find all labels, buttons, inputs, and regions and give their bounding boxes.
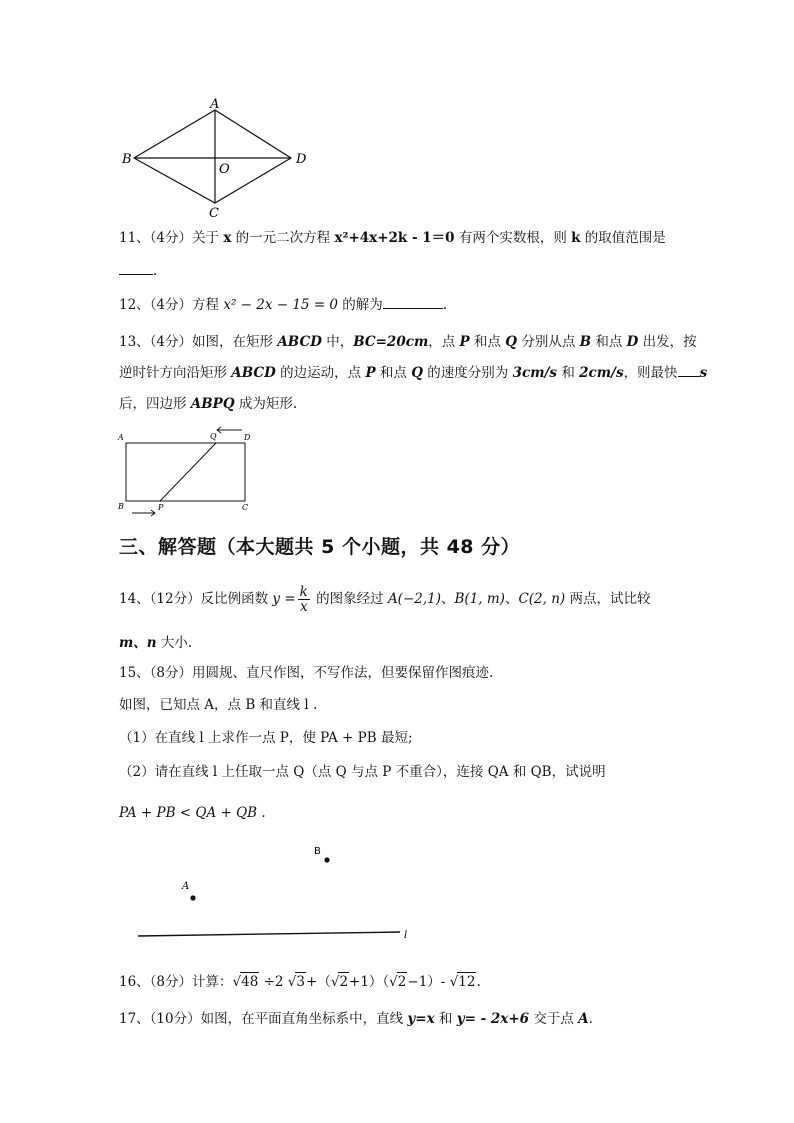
- q17-text-b: 和: [434, 1011, 457, 1027]
- q14-line2: [119, 634, 192, 652]
- rect-p-label: P: [158, 503, 164, 512]
- q15-line2: 如图，已知点 A，点 B 和直线 l .: [119, 697, 318, 713]
- q14-text-d: 大小.: [156, 635, 193, 651]
- q13-abcd: ABCD: [277, 334, 322, 350]
- q16-expression: √48 ÷2 √3+（√2+1）（√2−1）- √12: [232, 974, 476, 990]
- q13-abcd-2: ABCD: [231, 365, 276, 381]
- q11-line2: [119, 262, 157, 280]
- q13-l1-d: 和点: [469, 334, 506, 350]
- q11-number: 11、: [119, 230, 150, 246]
- q12-score: （4分）: [149, 297, 193, 313]
- q13-l2-d: 的速度分别为: [423, 365, 513, 381]
- q14-sep2: 、: [504, 591, 519, 607]
- vertex-c-label: C: [209, 206, 219, 220]
- q13-abpq: ABPQ: [190, 396, 235, 412]
- q14-score: （12分）: [149, 591, 201, 607]
- q13-p: P: [459, 334, 470, 350]
- q11-score: （4分）: [149, 230, 193, 246]
- rect-a-label: A: [118, 433, 124, 442]
- q17-number: 17、: [119, 1011, 150, 1027]
- q15-line1: [119, 664, 493, 682]
- q14-y: y =: [272, 591, 296, 607]
- q17-text-a: 如图，在平面直角坐标系中，直线: [200, 1011, 408, 1027]
- q13-l2-a: 逆时针方向沿矩形: [119, 365, 232, 381]
- q13-l3-a: 后，四边形: [119, 396, 191, 412]
- q13-speed-q: 2cm/s: [579, 365, 624, 381]
- q14-frac-den: x: [299, 599, 308, 615]
- q12-text-a: 方程: [192, 297, 224, 313]
- q14-frac-num: k: [299, 584, 308, 600]
- center-o-label: O: [219, 162, 230, 177]
- q17-line-2: y= - 2x+6: [456, 1011, 530, 1027]
- q12-end: .: [442, 297, 448, 313]
- rhombus-figure: [118, 95, 318, 220]
- q11-var-k: k: [571, 230, 581, 246]
- point-a-label: A: [182, 881, 190, 892]
- q14-point-b: B(1, m): [454, 591, 505, 607]
- line-l: [138, 932, 400, 936]
- q15-score: （8分）: [149, 665, 193, 681]
- q12-text-b: 的解为: [338, 297, 383, 313]
- rect-d-label: D: [244, 433, 251, 442]
- q14-number: 14、: [119, 591, 150, 607]
- q14-sep1: 、: [441, 591, 455, 607]
- q13-b: B: [579, 334, 592, 350]
- q17-end: .: [588, 1011, 593, 1027]
- q15-line5: PA + PB < QA + QB .: [119, 805, 266, 821]
- q11-answer-blank: [119, 262, 153, 275]
- q14-text-b: 的图象经过: [311, 591, 388, 607]
- q13-l2-c: 和点: [375, 365, 412, 381]
- q14-point-c: C(2, n): [518, 591, 566, 607]
- q16-end: .: [476, 974, 481, 990]
- q13-d: D: [626, 334, 639, 350]
- q13-unit-s: s: [699, 365, 708, 381]
- q14-text-c: 两点，试比较: [565, 591, 651, 607]
- q13-l1-f: 和点: [591, 334, 627, 350]
- rect-q-label: Q: [210, 432, 217, 441]
- point-b-label: B: [314, 846, 321, 857]
- q15-text-1: 用圆规、直尺作图，不写作法，但要保留作图痕迹.: [192, 665, 494, 681]
- q13-l1-e: 分别从点: [517, 334, 580, 350]
- q12-number: 12、: [119, 297, 150, 313]
- q17-line-1: y=x: [407, 1011, 435, 1027]
- point-b-dot: [324, 857, 329, 862]
- q13-p-2: P: [365, 365, 376, 381]
- q17-text-c: 交于点: [529, 1011, 579, 1027]
- rect-c-label: C: [242, 503, 249, 512]
- point-a-dot: [190, 895, 195, 900]
- vertex-a-label: A: [210, 97, 220, 112]
- q14-line1: [119, 585, 650, 614]
- q13-l3-b: 成为矩形.: [234, 396, 298, 412]
- q17-point-a: A: [578, 1011, 589, 1027]
- rhombus-outline: [134, 110, 291, 203]
- q13-l1-b: 中，: [321, 334, 354, 350]
- q11-end: .: [153, 263, 158, 279]
- q16-text: 计算：: [192, 974, 233, 990]
- q13-line3: [119, 395, 297, 413]
- q13-line2: [119, 364, 707, 382]
- q16-line: [119, 972, 481, 991]
- q13-bc: BC=20cm: [353, 334, 429, 350]
- line-l-label: l: [404, 930, 408, 941]
- q11-text-b: 的一元二次方程: [231, 230, 335, 246]
- q13-l2-b: 的边运动，点: [275, 365, 366, 381]
- q13-l1-a: 如图，在矩形: [192, 334, 278, 350]
- q11-equation: x²+4x+2k - 1＝0: [334, 230, 455, 246]
- q11-line1: [119, 229, 666, 247]
- q13-l2-e: 和: [557, 365, 580, 381]
- q13-line1: [119, 333, 697, 351]
- q15-figure: [130, 838, 420, 948]
- q12-answer-blank: [383, 296, 443, 309]
- q14-mn: m、n: [119, 635, 157, 651]
- q13-q-2: Q: [411, 365, 423, 381]
- rectangle-figure: [114, 423, 259, 520]
- q13-number: 13、: [119, 334, 150, 350]
- q13-q: Q: [505, 334, 518, 350]
- q13-speed-p: 3cm/s: [512, 365, 558, 381]
- q16-score: （8分）: [149, 974, 193, 990]
- vertex-b-label: B: [122, 152, 132, 167]
- rectangle-outline: [126, 443, 245, 501]
- q15-line3: （1）在直线 l 上求作一点 P，使 PA + PB 最短;: [119, 730, 413, 746]
- q17-score: （10分）: [149, 1011, 201, 1027]
- q14-text-a: 反比例函数: [200, 591, 273, 607]
- q13-score: （4分）: [149, 334, 193, 350]
- q13-l1-g: 出发，按: [638, 334, 697, 350]
- segment-pq: [160, 443, 216, 501]
- q13-l2-f: ，则最快: [623, 365, 678, 381]
- vertex-d-label: D: [296, 152, 307, 167]
- q17-line: [119, 1010, 593, 1028]
- q16-number: 16、: [119, 974, 150, 990]
- q11-text-c: 有两个实数根，则: [454, 230, 572, 246]
- q13-l1-c: ，点: [428, 334, 460, 350]
- q14-point-a: A(−2,1): [387, 591, 442, 607]
- q15-number: 15、: [119, 665, 150, 681]
- q11-text-a: 关于: [192, 230, 224, 246]
- q12-equation: x² − 2x − 15 = 0: [223, 297, 339, 313]
- q15-line4: （2）请在直线 l 上任取一点 Q（点 Q 与点 P 不重合），连接 QA 和 QB，试说明: [119, 764, 606, 780]
- q14-fraction: [298, 585, 310, 614]
- q13-answer-blank: [678, 364, 700, 377]
- q12-line: [119, 296, 447, 314]
- rect-b-label: B: [118, 502, 124, 511]
- q11-var-x: x: [223, 230, 232, 246]
- q11-text-d: 的取值范围是: [580, 230, 666, 246]
- section-three-title: 三、解答题（本大题共 5 个小题，共 48 分）: [119, 536, 521, 558]
